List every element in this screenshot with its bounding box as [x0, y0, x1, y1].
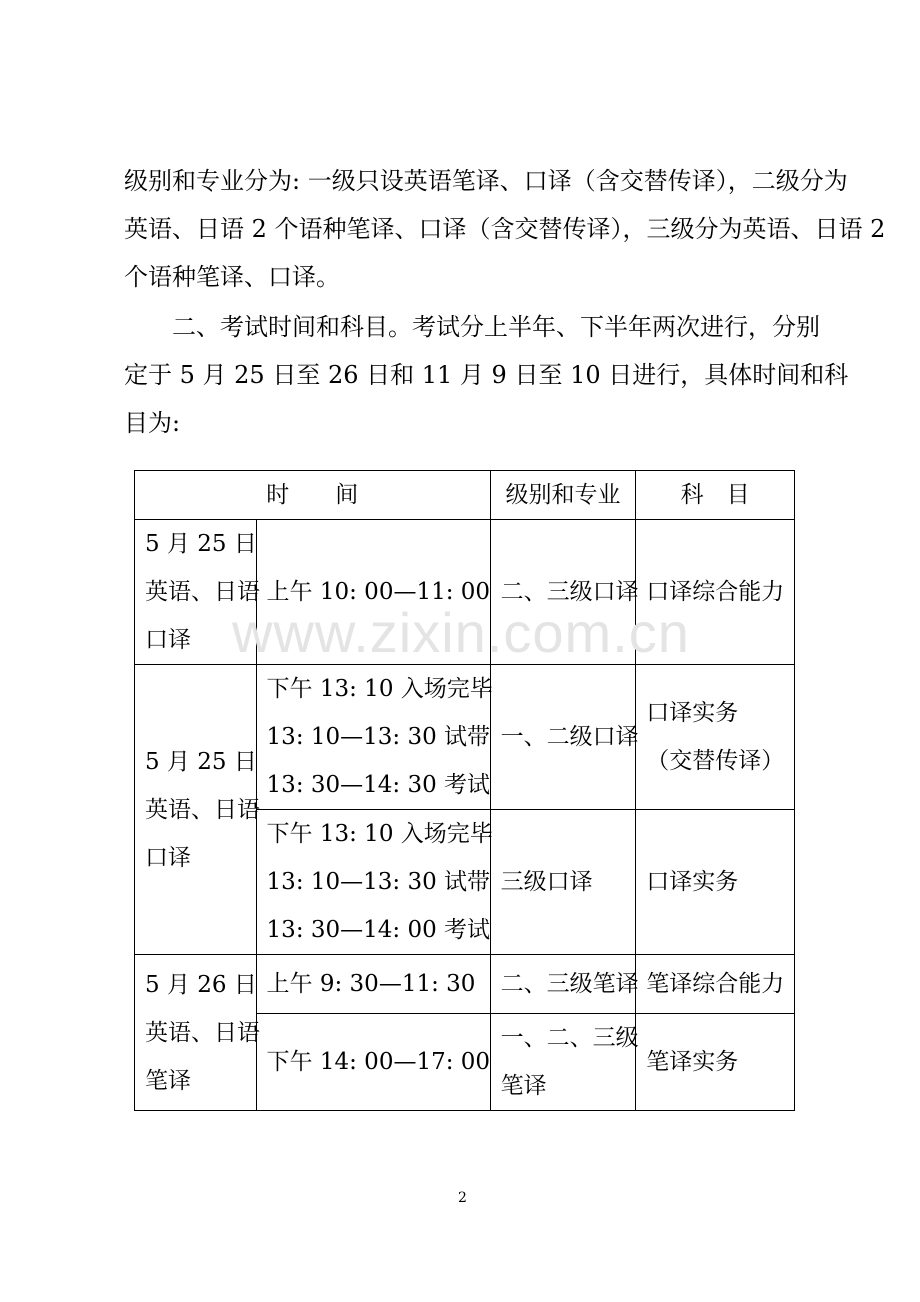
level-cell: 一、二、三级 笔译: [490, 1014, 636, 1111]
subject-cell: 口译综合能力: [636, 520, 795, 665]
text-line: 目为:: [124, 409, 181, 437]
date-cell: 5 月 25 日 英语、日语 口译: [135, 665, 257, 955]
time-cell: 下午 14: 00—17: 00: [256, 1014, 490, 1111]
level-cell: 一、二级口译: [490, 665, 636, 810]
time-cell: 下午 13: 10 入场完毕 13: 10—13: 30 试带 13: 30—14: 00 考试: [256, 810, 490, 955]
table-row: [135, 665, 795, 810]
level-cell: 二、三级笔译: [490, 955, 636, 1014]
text-line: 定于 5 月 25 日至 26 日和 11 月 9 日至 10 日进行，具体时间和科: [124, 361, 849, 389]
date-cell: 5 月 26 日 英语、日语 笔译: [135, 955, 257, 1111]
paragraph-levels: [124, 157, 886, 301]
paragraph-exam-time: [124, 303, 849, 447]
subject-cell: 口译实务 （交替传译）: [636, 665, 795, 810]
watermark: www.zixin.com.cn: [232, 601, 690, 664]
date-cell: 5 月 25 日 英语、日语 口译: [135, 520, 257, 665]
level-cell: 三级口译: [490, 810, 636, 955]
time-cell: 上午 10: 00—11: 00: [256, 520, 490, 665]
level-cell: 二、三级口译: [490, 520, 636, 665]
header-time: 时 间: [135, 471, 491, 520]
text-line: 英语、日语 2 个语种笔译、口译（含交替传译），三级分为英语、日语 2: [124, 215, 886, 243]
subject-cell: 笔译综合能力: [636, 955, 795, 1014]
time-cell: 上午 9: 30—11: 30: [256, 955, 490, 1014]
header-level: 级别和专业: [490, 471, 636, 520]
table-header-row: [135, 471, 795, 520]
subject-cell: 笔译实务: [636, 1014, 795, 1111]
time-cell: 下午 13: 10 入场完毕 13: 10—13: 30 试带 13: 30—14: 30 考试: [256, 665, 490, 810]
exam-schedule-table: [134, 470, 795, 1111]
page-number: 2: [458, 1190, 467, 1206]
table-row: [135, 955, 795, 1014]
text-line: 级别和专业分为: 一级只设英语笔译、口译（含交替传译），二级分为: [124, 167, 848, 195]
header-subject: 科 目: [636, 471, 795, 520]
text-line: 个语种笔译、口译。: [124, 263, 340, 291]
text-line: 二、考试时间和科目。考试分上半年、下半年两次进行，分别: [172, 313, 820, 341]
subject-cell: 口译实务: [636, 810, 795, 955]
